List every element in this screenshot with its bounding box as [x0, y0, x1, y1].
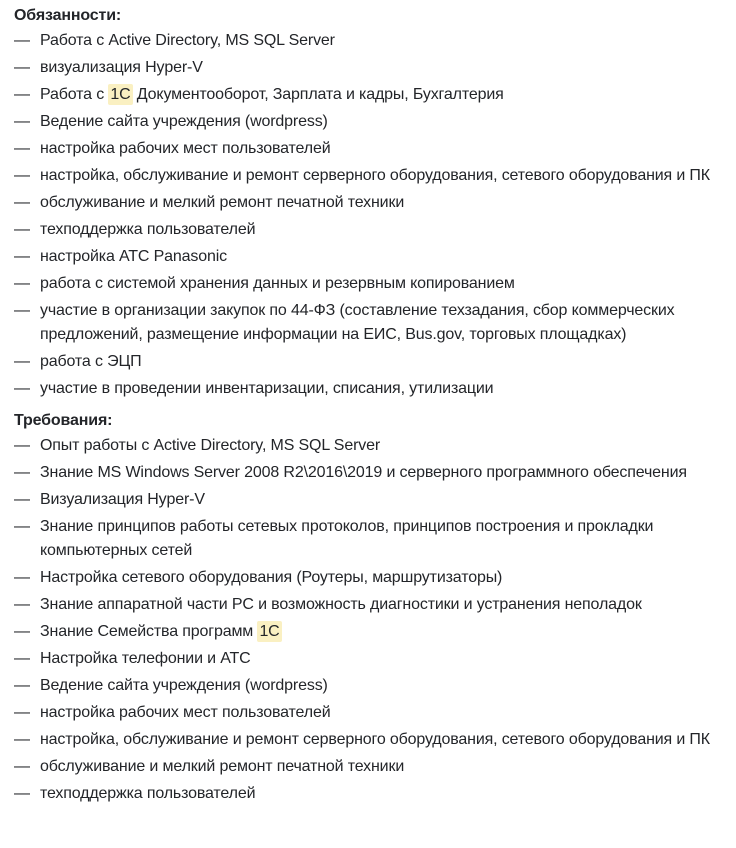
dash-bullet: — — [14, 596, 30, 613]
list-item — [14, 218, 724, 242]
dash-bullet: — — [14, 518, 30, 535]
text-after-highlight: Документооборот, Зарплата и кадры, Бухгалтерия — [132, 86, 504, 103]
highlighted-term-1c: 1С — [259, 623, 280, 640]
list-item — [14, 488, 724, 512]
list-item — [14, 110, 724, 134]
list-item-text: Работа с Active Directory, MS SQL Server — [40, 32, 335, 49]
list-item-text: настройка АТС Panasonic — [40, 248, 227, 265]
list-item-text: Знание принципов работы сетевых протоколов, принципов построения и прокладки компьютерных сетей — [40, 518, 654, 559]
highlighted-term-1c: 1С — [110, 86, 131, 103]
dash-bullet: — — [14, 113, 30, 130]
section-title-requirements: Требования: — [14, 412, 113, 429]
list-item-text: Визуализация Hyper-V — [40, 491, 205, 508]
list-item-text: участие в организации закупок по 44-ФЗ (составление техзадания, сбор коммерческих предложений, размещение информации на ЕИС, Bus.gov, торговых площадках) — [40, 302, 675, 343]
list-item — [14, 245, 724, 269]
list-item-text: настройка рабочих мест пользователей — [40, 140, 331, 157]
list-item-text: Знание аппаратной части PC и возможность диагностики и устранения неполадок — [40, 596, 642, 613]
list-item-text: работа с ЭЦП — [40, 353, 142, 370]
dash-bullet: — — [14, 248, 30, 265]
list-item — [14, 461, 724, 485]
dash-bullet: — — [14, 221, 30, 238]
list-item-text: настройка рабочих мест пользователей — [40, 704, 331, 721]
list-item — [14, 350, 724, 374]
list-item — [14, 83, 724, 107]
list-item — [14, 620, 724, 644]
dash-bullet: — — [14, 86, 30, 103]
list-item-text — [40, 83, 724, 107]
dash-bullet: — — [14, 194, 30, 211]
dash-bullet: — — [14, 464, 30, 481]
dash-bullet: — — [14, 731, 30, 748]
list-item-text: обслуживание и мелкий ремонт печатной техники — [40, 758, 405, 775]
dash-bullet: — — [14, 353, 30, 370]
list-item-text: настройка, обслуживание и ремонт серверного оборудования, сетевого оборудования и ПК — [40, 731, 710, 748]
list-item — [14, 299, 724, 347]
dash-bullet: — — [14, 302, 30, 319]
list-item-text: визуализация Hyper-V — [40, 59, 203, 76]
list-item — [14, 515, 724, 563]
section-responsibilities — [14, 6, 724, 401]
list-item-text: работа с системой хранения данных и резервным копированием — [40, 275, 515, 292]
list-item — [14, 29, 724, 53]
list-item-text: Ведение сайта учреждения (wordpress) — [40, 677, 328, 694]
list-item — [14, 566, 724, 590]
list-item-text: Опыт работы с Active Directory, MS SQL Server — [40, 437, 381, 454]
dash-bullet: — — [14, 677, 30, 694]
dash-bullet: — — [14, 59, 30, 76]
list-item — [14, 272, 724, 296]
list-item — [14, 674, 724, 698]
list-item-text: участие в проведении инвентаризации, списания, утилизации — [40, 380, 494, 397]
list-item-text — [40, 620, 724, 644]
list-item — [14, 755, 724, 779]
list-item — [14, 56, 724, 80]
dash-bullet: — — [14, 758, 30, 775]
list-item-text: Настройка сетевого оборудования (Роутеры, маршрутизаторы) — [40, 569, 503, 586]
list-item-text: техподдержка пользователей — [40, 221, 256, 238]
list-item-text: техподдержка пользователей — [40, 785, 256, 802]
list-item-text: Ведение сайта учреждения (wordpress) — [40, 113, 328, 130]
list-item — [14, 137, 724, 161]
dash-bullet: — — [14, 785, 30, 802]
list-item — [14, 434, 724, 458]
dash-bullet: — — [14, 380, 30, 397]
list-item-text: настройка, обслуживание и ремонт серверного оборудования, сетевого оборудования и ПК — [40, 167, 710, 184]
text-before-highlight: Знание Семейства программ — [40, 623, 258, 640]
section-title-responsibilities: Обязанности: — [14, 7, 122, 24]
dash-bullet: — — [14, 491, 30, 508]
section-requirements — [14, 411, 724, 806]
dash-bullet: — — [14, 704, 30, 721]
list-item-text: Знание MS Windows Server 2008 R2\2016\2019 и серверного программного обеспечения — [40, 464, 687, 481]
dash-bullet: — — [14, 623, 30, 640]
list-item — [14, 164, 724, 188]
dash-bullet: — — [14, 167, 30, 184]
dash-bullet: — — [14, 650, 30, 667]
dash-bullet: — — [14, 140, 30, 157]
text-before-highlight: Работа с — [40, 86, 109, 103]
responsibilities-list — [14, 29, 724, 401]
dash-bullet: — — [14, 275, 30, 292]
list-item-text: Настройка телефонии и АТС — [40, 650, 251, 667]
list-item — [14, 701, 724, 725]
list-item — [14, 647, 724, 671]
list-item — [14, 782, 724, 806]
dash-bullet: — — [14, 569, 30, 586]
list-item-text: обслуживание и мелкий ремонт печатной техники — [40, 194, 405, 211]
list-item — [14, 593, 724, 617]
dash-bullet: — — [14, 32, 30, 49]
list-item — [14, 191, 724, 215]
requirements-list — [14, 434, 724, 806]
dash-bullet: — — [14, 437, 30, 454]
list-item — [14, 728, 724, 752]
list-item — [14, 377, 724, 401]
